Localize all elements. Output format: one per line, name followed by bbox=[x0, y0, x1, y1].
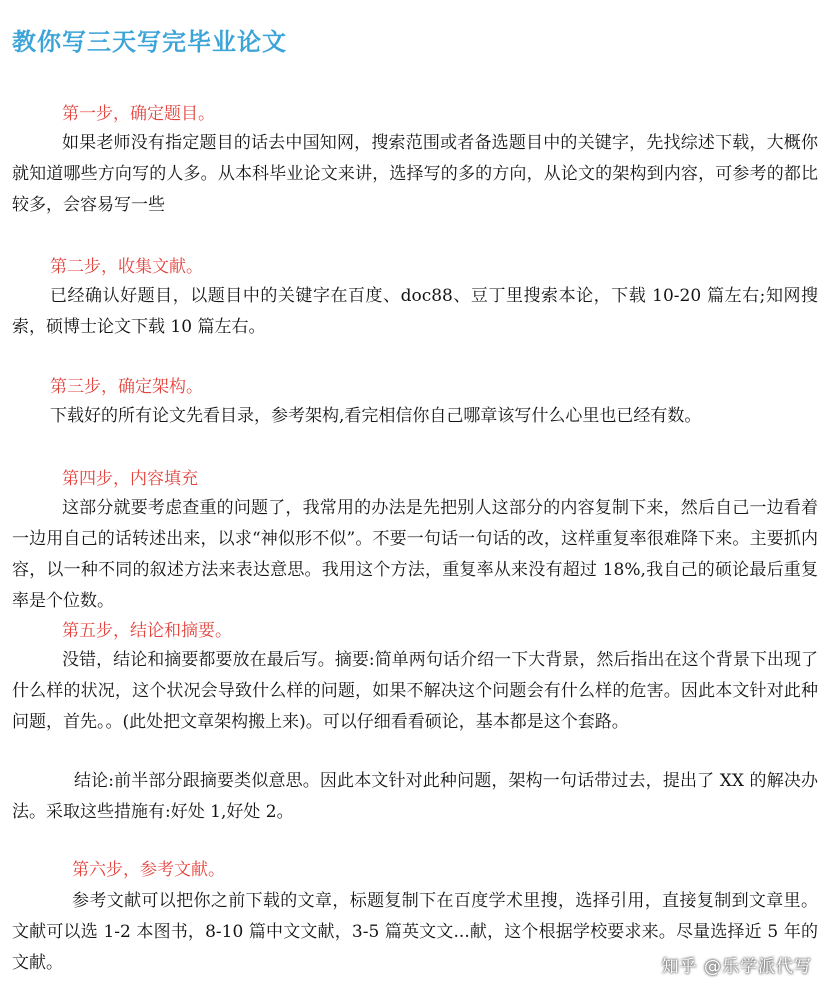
step-1-heading: 第一步，确定题目。 bbox=[62, 104, 215, 124]
zhihu-watermark: 知乎 @乐学派代写 bbox=[661, 957, 812, 977]
step-3-heading: 第三步，确定架构。 bbox=[50, 377, 203, 397]
step-5-heading: 第五步，结论和摘要。 bbox=[62, 621, 232, 641]
step-2-paragraph: 已经确认好题目，以题目中的关键字在百度、doc88、豆丁里搜索本论，下载 10-20 篇左右;知网搜索，硕博士论文下载 10 篇左右。 bbox=[12, 286, 818, 337]
document-title: 教你写三天写完毕业论文 bbox=[12, 28, 287, 56]
step-2-heading: 第二步，收集文献。 bbox=[50, 257, 203, 277]
step-4-heading: 第四步，内容填充 bbox=[62, 469, 198, 489]
step-3-paragraph: 下载好的所有论文先看目录，参考架构,看完相信你自己哪章该写什么心里也已经有数。 bbox=[50, 406, 702, 426]
step-6-heading: 第六步，参考文献。 bbox=[72, 860, 225, 880]
step-5-paragraph-abstract: 没错，结论和摘要都要放在最后写。摘要:简单两句话介绍一下大背景，然后指出在这个背景下出现了什么样的状况，这个状况会导致什么样的问题，如果不解决这个问题会有什么样的危害。因此本文针对此种问题，首先。。(此处把文章架构搬上来)。可以仔细看看硕论，基本都是这个套路。 bbox=[12, 650, 818, 732]
step-6-paragraph: 参考文献可以把你之前下载的文章，标题复制下在百度学术里搜，选择引用，直接复制到文章里。文献可以选 1-2 本图书，8-10 篇中文文献，3-5 篇英文文...献，这个根据学校要求来。尽量选择近 5 年的文献。 bbox=[12, 891, 818, 973]
step-4-paragraph: 这部分就要考虑查重的问题了，我常用的办法是先把别人这部分的内容复制下来，然后自己一边看着一边用自己的话转述出来，以求“神似形不似”。不要一句话一句话的改，这样重复率很难降下来。主要抓内容，以一种不同的叙述方法来表达意思。我用这个方法，重复率从来没有超过 18%,我自己的硕论最后重复率是个位数。 bbox=[12, 498, 818, 611]
step-1-paragraph: 如果老师没有指定题目的话去中国知网，搜索范围或者备选题目中的关键字，先找综述下载，大概你就知道哪些方向写的人多。从本科毕业论文来讲，选择写的多的方向，从论文的架构到内容，可参考的都比较多，会容易写一些 bbox=[12, 133, 818, 215]
step-5-paragraph-conclusion: 结论:前半部分跟摘要类似意思。因此本文针对此种问题，架构一句话带过去，提出了 XX 的解决办法。采取这些措施有:好处 1,好处 2。 bbox=[12, 771, 818, 822]
